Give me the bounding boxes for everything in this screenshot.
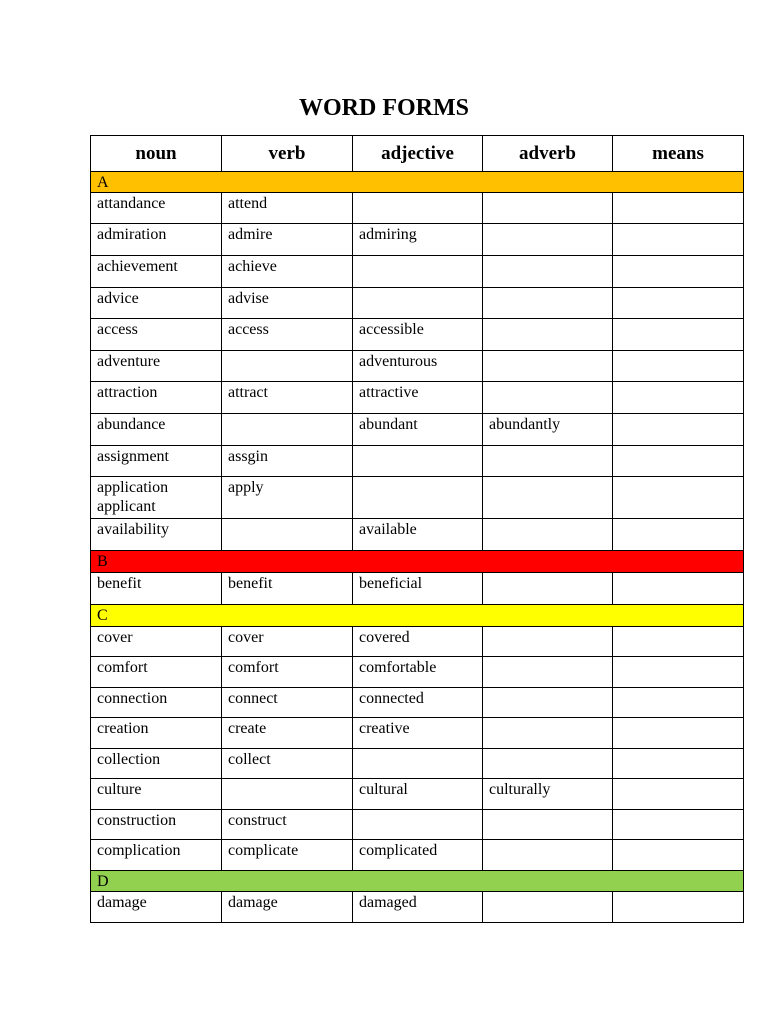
- table-row: [91, 351, 744, 382]
- cell-verb: cover: [222, 627, 353, 657]
- cell-verb: [222, 779, 353, 810]
- cell-noun: availability: [91, 519, 222, 551]
- table-row: [91, 892, 744, 923]
- cell-verb: admire: [222, 224, 353, 256]
- cell-noun: achievement: [91, 256, 222, 288]
- cell-means: [613, 382, 744, 414]
- cell-noun: access: [91, 319, 222, 351]
- table-row: [91, 688, 744, 718]
- table-row: [91, 519, 744, 551]
- cell-means: [613, 414, 744, 446]
- cell-verb: attract: [222, 382, 353, 414]
- table-row: [91, 319, 744, 351]
- cell-noun: admiration: [91, 224, 222, 256]
- cell-adverb: culturally: [483, 779, 613, 810]
- cell-means: [613, 446, 744, 477]
- section-row-c: [91, 605, 744, 627]
- cell-means: [613, 351, 744, 382]
- cell-adjective: covered: [353, 627, 483, 657]
- cell-adjective: damaged: [353, 892, 483, 923]
- cell-verb: damage: [222, 892, 353, 923]
- cell-noun: cover: [91, 627, 222, 657]
- cell-verb: [222, 414, 353, 446]
- section-letter: D: [91, 871, 744, 892]
- cell-means: [613, 288, 744, 319]
- cell-adjective: [353, 749, 483, 779]
- cell-verb: [222, 351, 353, 382]
- cell-verb: comfort: [222, 657, 353, 688]
- cell-noun: culture: [91, 779, 222, 810]
- cell-means: [613, 779, 744, 810]
- cell-means: [613, 573, 744, 605]
- cell-means: [613, 657, 744, 688]
- column-header-adjective: adjective: [353, 136, 483, 172]
- cell-means: [613, 627, 744, 657]
- cell-noun: connection: [91, 688, 222, 718]
- cell-adverb: [483, 657, 613, 688]
- cell-means: [613, 840, 744, 871]
- cell-adverb: [483, 193, 613, 224]
- column-header-means: means: [613, 136, 744, 172]
- cell-means: [613, 688, 744, 718]
- cell-adverb: [483, 319, 613, 351]
- table-row: [91, 627, 744, 657]
- cell-means: [613, 810, 744, 840]
- cell-verb: create: [222, 718, 353, 749]
- table-row: [91, 256, 744, 288]
- cell-verb: access: [222, 319, 353, 351]
- cell-noun: construction: [91, 810, 222, 840]
- table-row: [91, 810, 744, 840]
- cell-adjective: [353, 810, 483, 840]
- cell-adjective: [353, 288, 483, 319]
- cell-adverb: [483, 446, 613, 477]
- cell-means: [613, 519, 744, 551]
- section-row-a: [91, 172, 744, 193]
- cell-adjective: [353, 446, 483, 477]
- cell-means: [613, 224, 744, 256]
- cell-verb: connect: [222, 688, 353, 718]
- cell-noun: complication: [91, 840, 222, 871]
- cell-means: [613, 193, 744, 224]
- cell-noun: damage: [91, 892, 222, 923]
- cell-adverb: [483, 351, 613, 382]
- cell-adverb: [483, 627, 613, 657]
- cell-adjective: accessible: [353, 319, 483, 351]
- table-row: [91, 224, 744, 256]
- cell-adjective: creative: [353, 718, 483, 749]
- table-row: [91, 414, 744, 446]
- cell-verb: benefit: [222, 573, 353, 605]
- cell-noun: attandance: [91, 193, 222, 224]
- cell-adjective: [353, 256, 483, 288]
- section-letter: C: [91, 605, 744, 627]
- cell-adverb: [483, 749, 613, 779]
- table-row: [91, 446, 744, 477]
- column-header-noun: noun: [91, 136, 222, 172]
- cell-adverb: [483, 224, 613, 256]
- table-row: [91, 382, 744, 414]
- cell-adjective: beneficial: [353, 573, 483, 605]
- cell-verb: construct: [222, 810, 353, 840]
- cell-noun: assignment: [91, 446, 222, 477]
- cell-noun: attraction: [91, 382, 222, 414]
- cell-adjective: [353, 193, 483, 224]
- cell-adjective: connected: [353, 688, 483, 718]
- word-forms-table: [90, 135, 744, 923]
- cell-verb: apply: [222, 477, 353, 519]
- table-row: [91, 657, 744, 688]
- cell-means: [613, 256, 744, 288]
- cell-adjective: [353, 477, 483, 519]
- table-row: [91, 477, 744, 519]
- cell-noun: collection: [91, 749, 222, 779]
- cell-adverb: [483, 288, 613, 319]
- cell-adverb: [483, 688, 613, 718]
- cell-noun: benefit: [91, 573, 222, 605]
- table-row: [91, 718, 744, 749]
- cell-adjective: complicated: [353, 840, 483, 871]
- cell-means: [613, 477, 744, 519]
- table-row: [91, 779, 744, 810]
- cell-noun: application applicant: [91, 477, 222, 519]
- cell-noun: creation: [91, 718, 222, 749]
- cell-adverb: [483, 519, 613, 551]
- cell-adverb: [483, 892, 613, 923]
- cell-verb: assgin: [222, 446, 353, 477]
- cell-noun: adventure: [91, 351, 222, 382]
- cell-means: [613, 892, 744, 923]
- cell-adjective: admiring: [353, 224, 483, 256]
- cell-adverb: [483, 718, 613, 749]
- cell-adverb: abundantly: [483, 414, 613, 446]
- section-row-b: [91, 551, 744, 573]
- table-row: [91, 840, 744, 871]
- cell-means: [613, 718, 744, 749]
- cell-means: [613, 319, 744, 351]
- cell-adverb: [483, 477, 613, 519]
- cell-verb: attend: [222, 193, 353, 224]
- cell-verb: [222, 519, 353, 551]
- table-row: [91, 749, 744, 779]
- page-title: WORD FORMS: [299, 95, 469, 121]
- cell-verb: complicate: [222, 840, 353, 871]
- table-row: [91, 193, 744, 224]
- cell-adverb: [483, 810, 613, 840]
- cell-verb: collect: [222, 749, 353, 779]
- cell-adverb: [483, 256, 613, 288]
- cell-means: [613, 749, 744, 779]
- cell-adjective: adventurous: [353, 351, 483, 382]
- column-header-verb: verb: [222, 136, 353, 172]
- section-row-d: [91, 871, 744, 892]
- section-letter: A: [91, 172, 744, 193]
- cell-adjective: abundant: [353, 414, 483, 446]
- cell-adverb: [483, 382, 613, 414]
- table-body: [91, 172, 744, 923]
- header-row: [91, 136, 744, 172]
- cell-noun: advice: [91, 288, 222, 319]
- cell-noun: abundance: [91, 414, 222, 446]
- table-row: [91, 573, 744, 605]
- cell-adverb: [483, 840, 613, 871]
- column-header-adverb: adverb: [483, 136, 613, 172]
- table-row: [91, 288, 744, 319]
- cell-adjective: attractive: [353, 382, 483, 414]
- cell-verb: advise: [222, 288, 353, 319]
- cell-adjective: comfortable: [353, 657, 483, 688]
- cell-noun: comfort: [91, 657, 222, 688]
- section-letter: B: [91, 551, 744, 573]
- cell-adjective: available: [353, 519, 483, 551]
- cell-adjective: cultural: [353, 779, 483, 810]
- cell-adverb: [483, 573, 613, 605]
- cell-verb: achieve: [222, 256, 353, 288]
